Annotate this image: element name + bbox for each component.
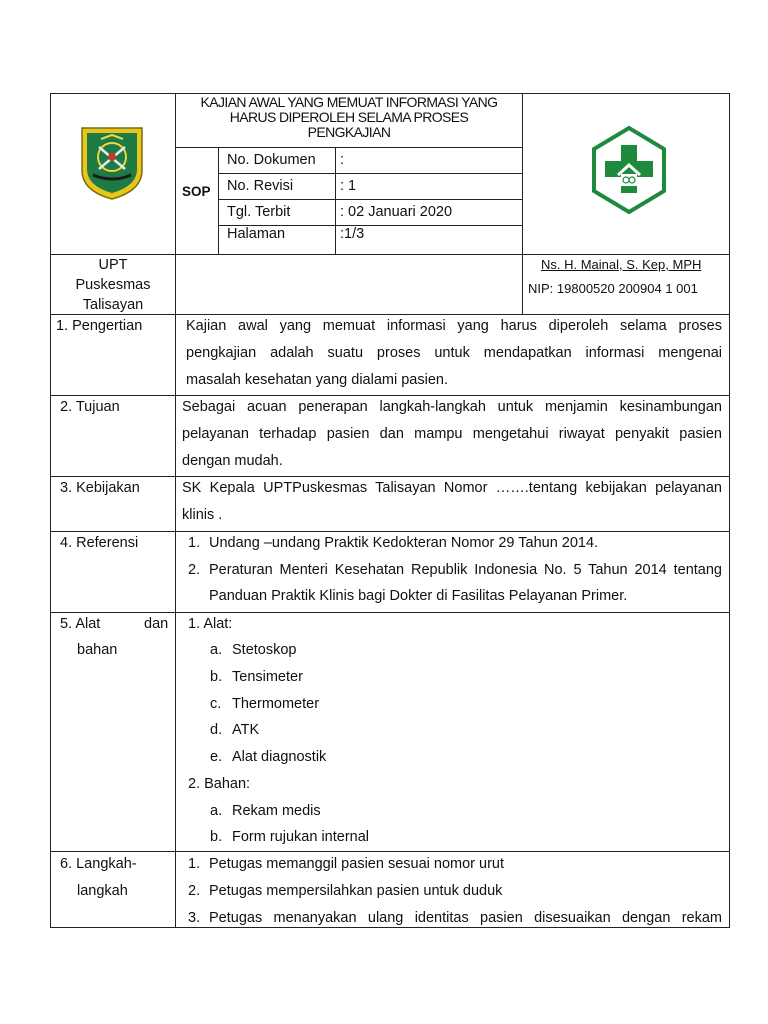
- langkah-num-2: 2.: [188, 883, 201, 899]
- section-label-referensi: 4. Referensi: [60, 535, 139, 551]
- langkah-step-2: Petugas mempersilahkan pasien untuk duduk: [209, 883, 503, 899]
- signer-name: Ns. H. Mainal, S. Kep, MPH: [541, 257, 702, 272]
- referensi-num-1: 1.: [188, 535, 201, 551]
- meta-label-no-revisi: No. Revisi: [227, 178, 294, 194]
- section-label-dan: dan: [144, 616, 169, 632]
- meta-label-no-dokumen: No. Dokumen: [227, 152, 316, 168]
- langkah-step-1: Petugas memanggil pasien sesuai nomor urut: [209, 856, 504, 872]
- langkah-num-3: 3.: [188, 910, 201, 926]
- bahan-heading: 2. Bahan:: [188, 776, 251, 792]
- title-line-1: KAJIAN AWAL YANG MEMUAT INFORMASI YANG: [200, 94, 498, 110]
- alat-letter-b: b.: [210, 669, 223, 685]
- langkah-num-1: 1.: [188, 856, 201, 872]
- sop-label: SOP: [182, 184, 211, 199]
- puskesmas-cross-logo: [590, 125, 668, 215]
- alat-letter-a: a.: [210, 642, 223, 658]
- alat-heading: 1. Alat:: [188, 616, 233, 632]
- section-label-tujuan: 2. Tujuan: [60, 399, 120, 415]
- alat-item-tensimeter: Tensimeter: [232, 669, 303, 685]
- langkah-step-3: Petugas menanyakan ulang identitas pasien disesuaikan dengan rekam: [209, 910, 722, 926]
- pengertian-line-2: pengkajian adalah suatu proses untuk mendapatkan informasi mengenai: [186, 345, 722, 361]
- section-label-langkah: 6. Langkah-: [60, 856, 137, 872]
- meta-value-no-dokumen: :: [340, 152, 345, 168]
- alat-item-stetoskop: Stetoskop: [232, 642, 297, 658]
- section-label-langkah-2: langkah: [77, 883, 128, 899]
- referensi-item-2-line-2: Panduan Praktik Klinis bagi Dokter di Fasilitas Pelayanan Primer.: [209, 588, 628, 604]
- referensi-item-2-line-1: Peraturan Menteri Kesehatan Republik Indonesia No. 5 Tahun 2014 tentang: [209, 562, 722, 578]
- section-label-kebijakan: 3. Kebijakan: [60, 480, 140, 496]
- alat-letter-d: d.: [210, 722, 223, 738]
- section-label-bahan: bahan: [77, 642, 118, 658]
- referensi-num-2: 2.: [188, 562, 201, 578]
- alat-item-diagnostik: Alat diagnostik: [232, 749, 327, 765]
- document-title: [176, 95, 522, 140]
- org-line-upt: UPT: [98, 257, 128, 273]
- bahan-letter-b: b.: [210, 829, 223, 845]
- tujuan-line-1: Sebagai acuan penerapan langkah-langkah untuk menjamin kesinambungan: [182, 399, 722, 415]
- bahan-item-form-rujukan: Form rujukan internal: [232, 829, 369, 845]
- org-line-puskesmas: Puskesmas: [75, 277, 151, 293]
- tujuan-line-2: pelayanan terhadap pasien dan mampu mengetahui riwayat penyakit pasien: [182, 426, 722, 442]
- alat-item-thermometer: Thermometer: [232, 696, 320, 712]
- pengertian-line-1: Kajian awal yang memuat informasi yang harus diperoleh selama proses: [186, 318, 722, 334]
- section-label-alat: 5. Alat: [60, 616, 101, 632]
- meta-label-tgl-terbit: Tgl. Terbit: [227, 204, 291, 220]
- regency-emblem-logo: [79, 125, 145, 201]
- pengertian-line-3: masalah kesehatan yang dialami pasien.: [186, 372, 448, 388]
- tujuan-line-3: dengan mudah.: [182, 453, 283, 469]
- referensi-item-1: Undang –undang Praktik Kedokteran Nomor 29 Tahun 2014.: [209, 535, 599, 551]
- alat-letter-e: e.: [210, 749, 223, 765]
- meta-value-halaman: :1/3: [340, 226, 365, 242]
- alat-letter-c: c.: [210, 696, 222, 712]
- meta-label-halaman: Halaman: [227, 226, 286, 242]
- title-line-2: HARUS DIPEROLEH SELAMA PROSES: [229, 109, 469, 125]
- alat-item-atk: ATK: [232, 722, 260, 738]
- meta-value-no-revisi: : 1: [340, 178, 357, 194]
- bahan-item-rekam-medis: Rekam medis: [232, 803, 321, 819]
- meta-value-tgl-terbit: : 02 Januari 2020: [340, 204, 453, 220]
- org-line-talisayan: Talisayan: [82, 297, 144, 313]
- title-line-3: PENGKAJIAN: [307, 124, 391, 140]
- bahan-letter-a: a.: [210, 803, 223, 819]
- section-label-pengertian: 1. Pengertian: [56, 318, 143, 334]
- kebijakan-line-2: klinis .: [182, 507, 223, 523]
- kebijakan-line-1: SK Kepala UPTPuskesmas Talisayan Nomor …….tentang kebijakan pelayanan: [182, 480, 722, 496]
- signer-nip: NIP: 19800520 200904 1 001: [528, 281, 698, 296]
